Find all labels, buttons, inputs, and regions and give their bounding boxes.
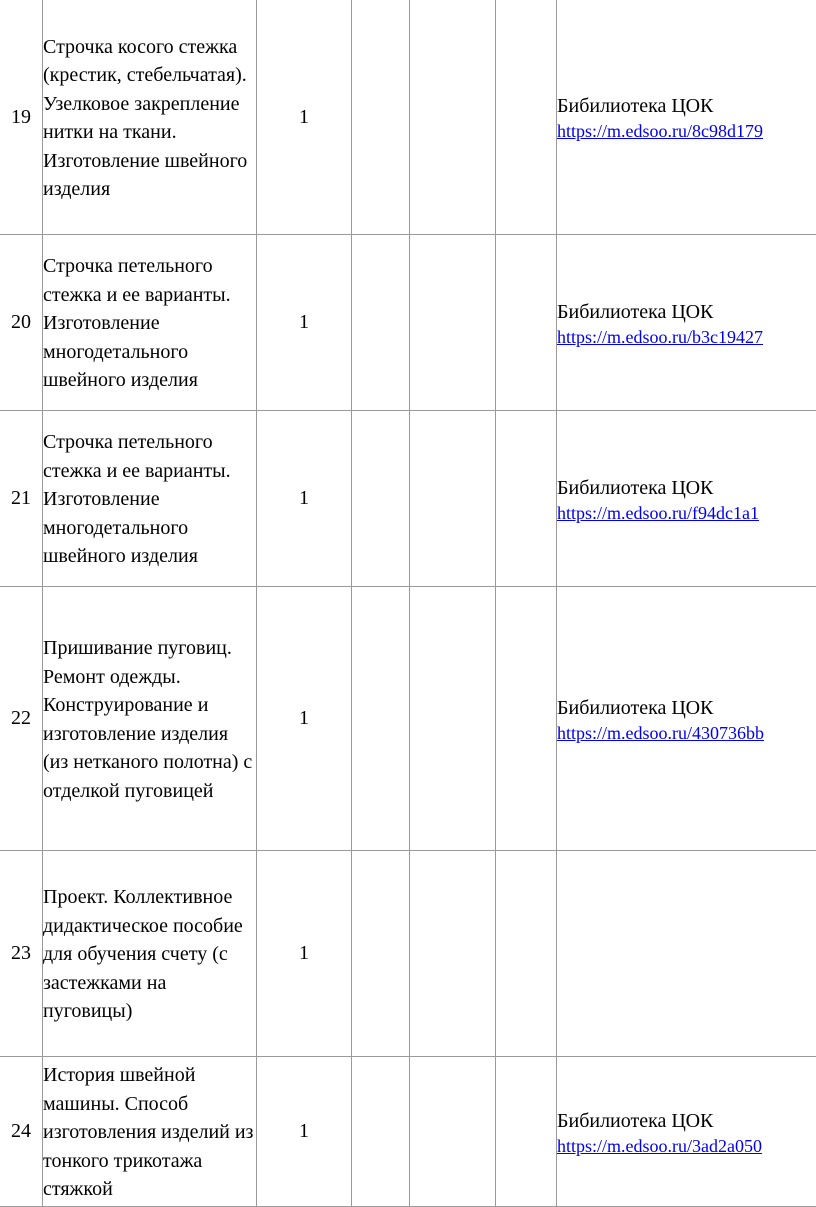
empty-cell xyxy=(352,1057,410,1207)
lesson-topic-text: Строчка петельного стежка и ее варианты. Изготовление многодетального швейного изделия xyxy=(43,250,256,395)
lesson-hours: 1 xyxy=(257,411,352,587)
resource-cell xyxy=(557,0,816,235)
resource-title: Бибилиотека ЦОК xyxy=(557,474,816,502)
empty-cell xyxy=(410,0,496,235)
resource-link[interactable]: https://m.edsoo.ru/f94dc1a1 xyxy=(557,502,816,524)
table-row xyxy=(0,235,816,411)
lesson-topic xyxy=(43,0,257,235)
empty-cell xyxy=(496,235,557,411)
lesson-hours: 1 xyxy=(257,587,352,851)
empty-cell xyxy=(352,411,410,587)
resource-link[interactable]: https://m.edsoo.ru/430736bb xyxy=(557,722,816,744)
empty-cell xyxy=(496,411,557,587)
resource-title: Бибилиотека ЦОК xyxy=(557,298,816,326)
empty-cell xyxy=(496,1057,557,1207)
resource-title: Бибилиотека ЦОК xyxy=(557,92,816,120)
empty-cell xyxy=(352,587,410,851)
empty-cell xyxy=(496,0,557,235)
empty-cell xyxy=(410,411,496,587)
resource-title: Бибилиотека ЦОК xyxy=(557,1107,816,1135)
resource-title: Бибилиотека ЦОК xyxy=(557,694,816,722)
empty-cell xyxy=(352,235,410,411)
lesson-number: 20 xyxy=(0,235,43,411)
lesson-hours: 1 xyxy=(257,235,352,411)
empty-cell xyxy=(410,235,496,411)
lesson-topic xyxy=(43,851,257,1057)
lesson-number: 21 xyxy=(0,411,43,587)
lesson-number: 23 xyxy=(0,851,43,1057)
lesson-topic-text: Строчка петельного стежка и ее варианты. Изготовление многодетального швейного изделия xyxy=(43,426,256,571)
lesson-topic-text: Пришивание пуговиц. Ремонт одежды. Конструирование и изготовление изделия (из нетканого полотна) с отделкой пуговицей xyxy=(43,632,256,805)
empty-cell xyxy=(352,851,410,1057)
lesson-topic-text: История швейной машины. Способ изготовления изделий из тонкого трикотажа стяжкой xyxy=(43,1059,256,1204)
empty-cell xyxy=(410,851,496,1057)
lesson-number: 22 xyxy=(0,587,43,851)
lesson-number: 19 xyxy=(0,0,43,235)
lesson-hours: 1 xyxy=(257,851,352,1057)
table-row xyxy=(0,587,816,851)
empty-cell xyxy=(496,851,557,1057)
resource-link[interactable]: https://m.edsoo.ru/3ad2a050 xyxy=(557,1135,816,1157)
resource-cell xyxy=(557,587,816,851)
lesson-topic xyxy=(43,587,257,851)
lesson-topic xyxy=(43,1057,257,1207)
table-row xyxy=(0,411,816,587)
lesson-hours: 1 xyxy=(257,1057,352,1207)
empty-cell xyxy=(352,0,410,235)
lesson-topic xyxy=(43,235,257,411)
lesson-topic-text: Проект. Коллективное дидактическое пособие для обучения счету (с застежками на пуговицы) xyxy=(43,881,256,1026)
resource-link[interactable]: https://m.edsoo.ru/8c98d179 xyxy=(557,120,816,142)
empty-cell xyxy=(410,587,496,851)
lesson-hours: 1 xyxy=(257,0,352,235)
lesson-number: 24 xyxy=(0,1057,43,1207)
resource-cell xyxy=(557,411,816,587)
lesson-topic-text: Строчка косого стежка (крестик, стебельчатая). Узелковое закрепление нитки на ткани. Изготовление швейного изделия xyxy=(43,31,256,204)
empty-cell xyxy=(496,587,557,851)
resource-cell xyxy=(557,235,816,411)
resource-cell xyxy=(557,851,816,1057)
table-row xyxy=(0,1057,816,1207)
resource-cell xyxy=(557,1057,816,1207)
lesson-topic xyxy=(43,411,257,587)
table-row xyxy=(0,851,816,1057)
table-row xyxy=(0,0,816,235)
empty-cell xyxy=(410,1057,496,1207)
resource-link[interactable]: https://m.edsoo.ru/b3c19427 xyxy=(557,326,816,348)
